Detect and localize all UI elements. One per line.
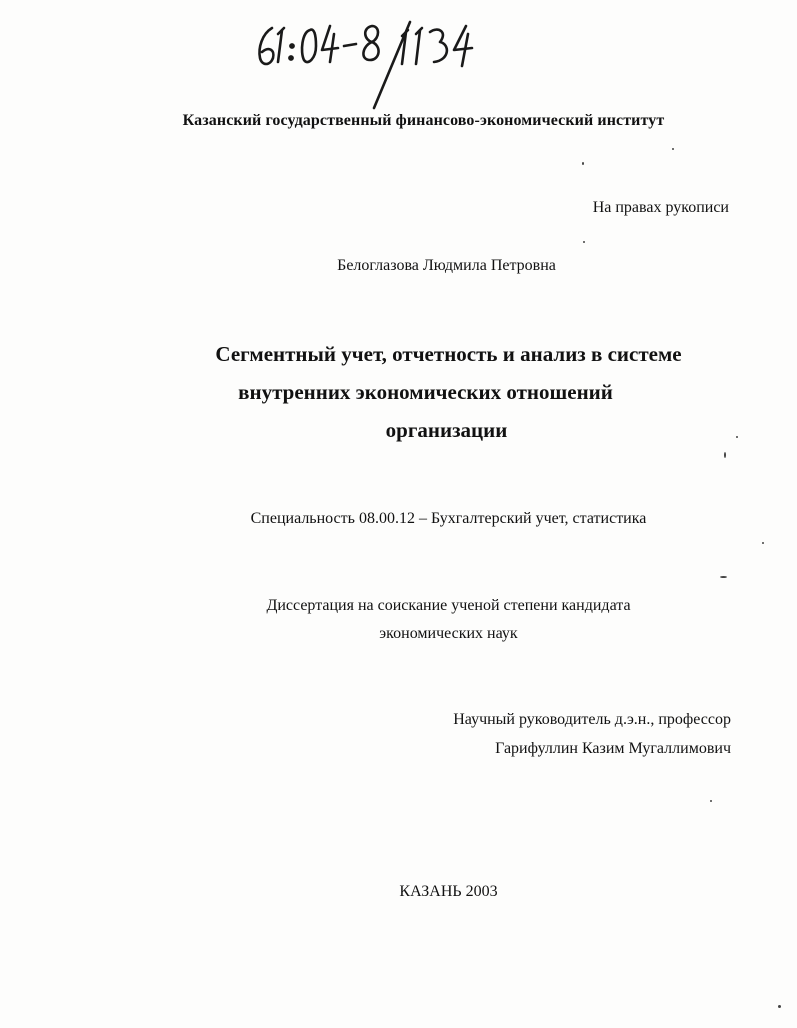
scan-speck	[582, 162, 584, 165]
scan-speck	[672, 148, 674, 150]
scan-speck	[720, 576, 727, 578]
dissertation-line-2: экономических наук	[379, 625, 518, 642]
title-line-1: Сегментный учет, отчетность и анализ в системе	[215, 342, 682, 366]
supervisor-name: Гарифуллин Казим Мугаллимович	[495, 740, 731, 757]
scan-speck	[778, 1005, 781, 1008]
author-name: Белоглазова Людмила Петровна	[337, 257, 556, 274]
scan-speck	[724, 452, 726, 458]
scan-speck	[710, 800, 712, 802]
manuscript-rights-note: На правах рукописи	[592, 199, 729, 216]
dissertation-line-1: Диссертация на соискание ученой степени кандидата	[266, 597, 631, 614]
specialty-line: Специальность 08.00.12 – Бухгалтерский учет, статистика	[250, 510, 647, 527]
title-line-2: внутренних экономических отношений	[238, 380, 613, 404]
supervisor-title: Научный руководитель д.э.н., профессор	[453, 711, 731, 728]
scan-speck	[762, 542, 764, 544]
handwritten-archive-number	[238, 12, 488, 122]
handwriting-drawing	[238, 12, 488, 122]
city-year: КАЗАНЬ 2003	[399, 883, 498, 900]
scan-speck	[736, 436, 738, 438]
title-line-3: организации	[385, 418, 508, 442]
scan-speck	[583, 241, 585, 243]
institute-name: Казанский государственный финансово-экономический институт	[182, 112, 665, 129]
